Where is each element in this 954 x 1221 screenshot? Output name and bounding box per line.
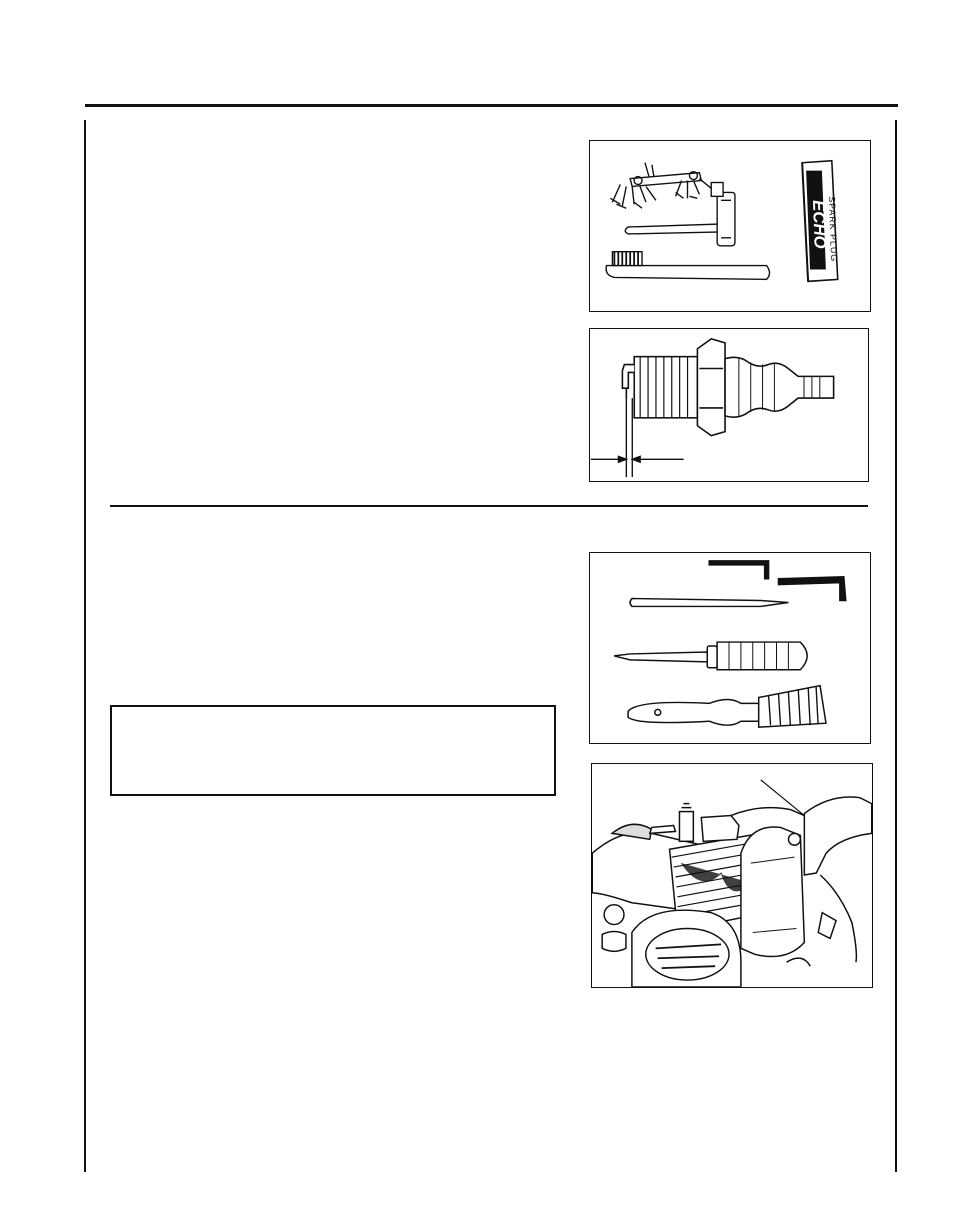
top-rule <box>85 104 898 107</box>
starter-housing-icon <box>632 910 741 987</box>
feeler-gauge-icon <box>610 163 711 208</box>
spark-plug-box-icon <box>802 161 839 282</box>
spark-plug-gap-figure <box>589 328 869 482</box>
section-divider <box>110 505 868 507</box>
left-margin-rule <box>84 120 86 1172</box>
right-margin-rule <box>895 120 897 1172</box>
spark-plug-tools-figure <box>589 140 871 312</box>
hex-key-icon-2 <box>778 577 845 601</box>
wire-brush-icon <box>606 252 769 280</box>
engine-figure <box>591 763 873 988</box>
cleaning-tools-figure <box>589 552 871 744</box>
engine-illustration <box>592 764 872 987</box>
cleaning-tools-illustration <box>590 553 870 743</box>
brush-icon <box>628 686 826 728</box>
scraper-pin-icon <box>630 599 788 607</box>
spark-plug-gap-illustration <box>590 329 868 481</box>
box-brand-text: ECHO <box>809 199 830 249</box>
spark-plug-tools-illustration <box>590 141 870 311</box>
box-label-text: SPARK PLUG <box>826 196 840 263</box>
hex-key-icon <box>709 561 768 579</box>
note-box <box>110 705 556 796</box>
muffler-icon <box>741 827 804 957</box>
screwdriver-icon <box>614 642 807 670</box>
